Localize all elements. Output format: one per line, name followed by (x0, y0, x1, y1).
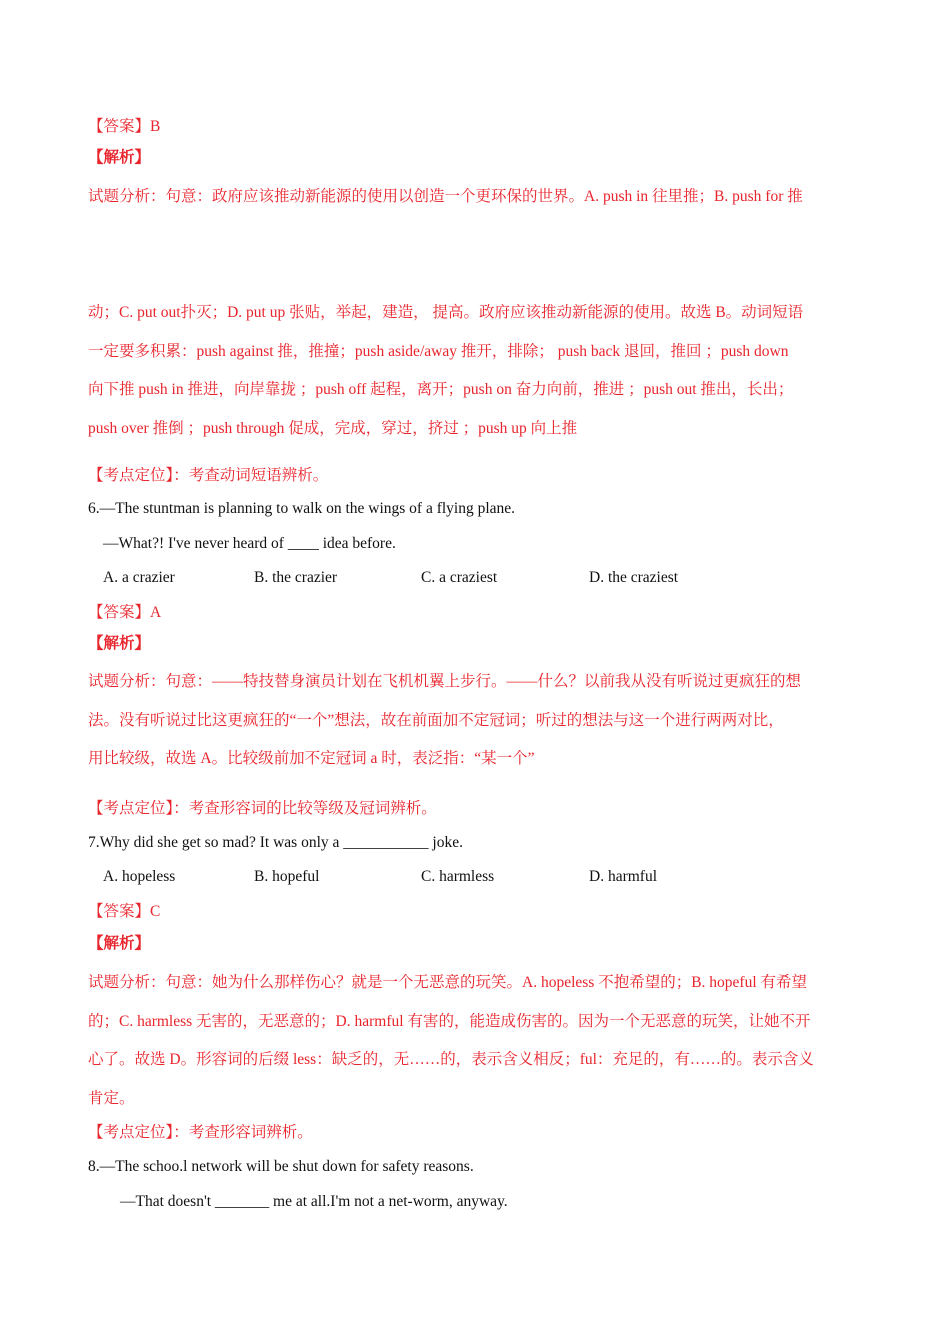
explanation-line: 试题分析：句意：她为什么那样伤心？就是一个无恶意的玩笑。A. hopeless 不抱希望的；B. hopeful 有希望 (88, 974, 808, 991)
q6-stem-line1: 6.—The stuntman is planning to walk on the wings of a flying plane. (88, 500, 516, 517)
q5-answer (88, 117, 160, 137)
point-text: 考查动词短语辨析。 (188, 467, 329, 484)
point-text: 考查形容词辨析。 (188, 1124, 313, 1141)
explanation-line: 动；C. put out扑灭；D. put up 张贴，举起，建造， 提高。政府应该推动新能源的使用。故选 B。动词短语 (88, 304, 804, 321)
q7-option-a: A. hopeless (103, 868, 176, 885)
q7-point (88, 1123, 313, 1143)
q7-analysis-label: 【解析】 (88, 935, 151, 952)
q6-answer (88, 603, 161, 623)
answer-label: 【答案】 (88, 604, 151, 621)
explanation-line: 的；C. harmless 无害的，无恶意的；D. harmful 有害的，能造成伤害的。因为一个无恶意的玩笑，让她不开 (88, 1012, 811, 1030)
explanation-line: push over 推倒 ；push through 促成，完成，穿过，挤过 ；push up 向上推 (88, 419, 578, 437)
q7-stem-line1: 7.Why did she get so mad? It was only a ___________ joke. (88, 834, 463, 851)
q7-option-d: D. harmful (589, 868, 658, 885)
q6-analysis-label: 【解析】 (88, 635, 151, 652)
answer-value: A (150, 604, 162, 621)
answer-label: 【答案】 (88, 903, 151, 920)
point-label: 【考点定位】： (88, 1124, 189, 1141)
q7-option-c: C. harmless (421, 868, 495, 885)
q7-explanation (88, 973, 868, 1127)
q6-explanation (88, 672, 868, 788)
explanation-line: 一定要多积累：push against 推，推撞；push aside/away 推开，排除； push back 退回，推回 ；push down (88, 342, 789, 360)
q5-analysis-label: 【解析】 (88, 149, 151, 166)
explanation-line: 法。没有听说过比这更疯狂的“一个”想法，故在前面加不定冠词；听过的想法与这一个进行两两对比， (88, 711, 784, 729)
q6-option-a: A. a crazier (103, 569, 175, 586)
explanation-line: 用比较级，故选 A。比较级前加不定冠词 a 时，表泛指：“某一个” (88, 750, 535, 767)
q7-option-b: B. hopeful (254, 868, 320, 885)
answer-label: 【答案】 (88, 118, 151, 135)
q5-point (88, 466, 328, 486)
explanation-line: 试题分析：句意：——特技替身演员计划在飞机机翼上步行。——什么？以前我从没有听说过更疯狂的想 (88, 673, 802, 690)
point-text: 考查形容词的比较等级及冠词辨析。 (188, 800, 437, 817)
q5-explanation (88, 187, 868, 226)
answer-value: C (150, 903, 161, 920)
explanation-line: 向下推 push in 推进，向岸靠拢 ；push off 起程，离开；push on 奋力向前，推进 ；push out 推出，长出； (88, 381, 794, 398)
q8-stem-line1: 8.—The schoo.l network will be shut down for safety reasons. (88, 1158, 474, 1175)
answer-value: B (150, 118, 161, 135)
q8-stem-line2: —That doesn't _______ me at all.I'm not a net-worm, anyway. (120, 1193, 508, 1210)
q6-option-c: C. a craziest (421, 569, 498, 586)
explanation-line: 试题分析：句意：政府应该推动新能源的使用以创造一个更环保的世界。A. push in 往里推；B. push for 推 (88, 188, 803, 205)
q6-option-b: B. the crazier (254, 569, 338, 586)
q6-option-d: D. the craziest (589, 569, 679, 586)
q6-point (88, 799, 437, 819)
point-label: 【考点定位】： (88, 800, 189, 817)
explanation-line: 心了。故选 D。形容词的后缀 less：缺乏的，无……的，表示含义相反；ful：充足的，有……的。表示含义 (88, 1051, 814, 1068)
explanation-line: 肯定。 (88, 1089, 135, 1107)
q6-stem-line2: —What?! I've never heard of ____ idea before. (103, 535, 396, 552)
q7-answer (88, 902, 160, 922)
q5-explanation-continued (88, 303, 868, 457)
point-label: 【考点定位】： (88, 467, 189, 484)
